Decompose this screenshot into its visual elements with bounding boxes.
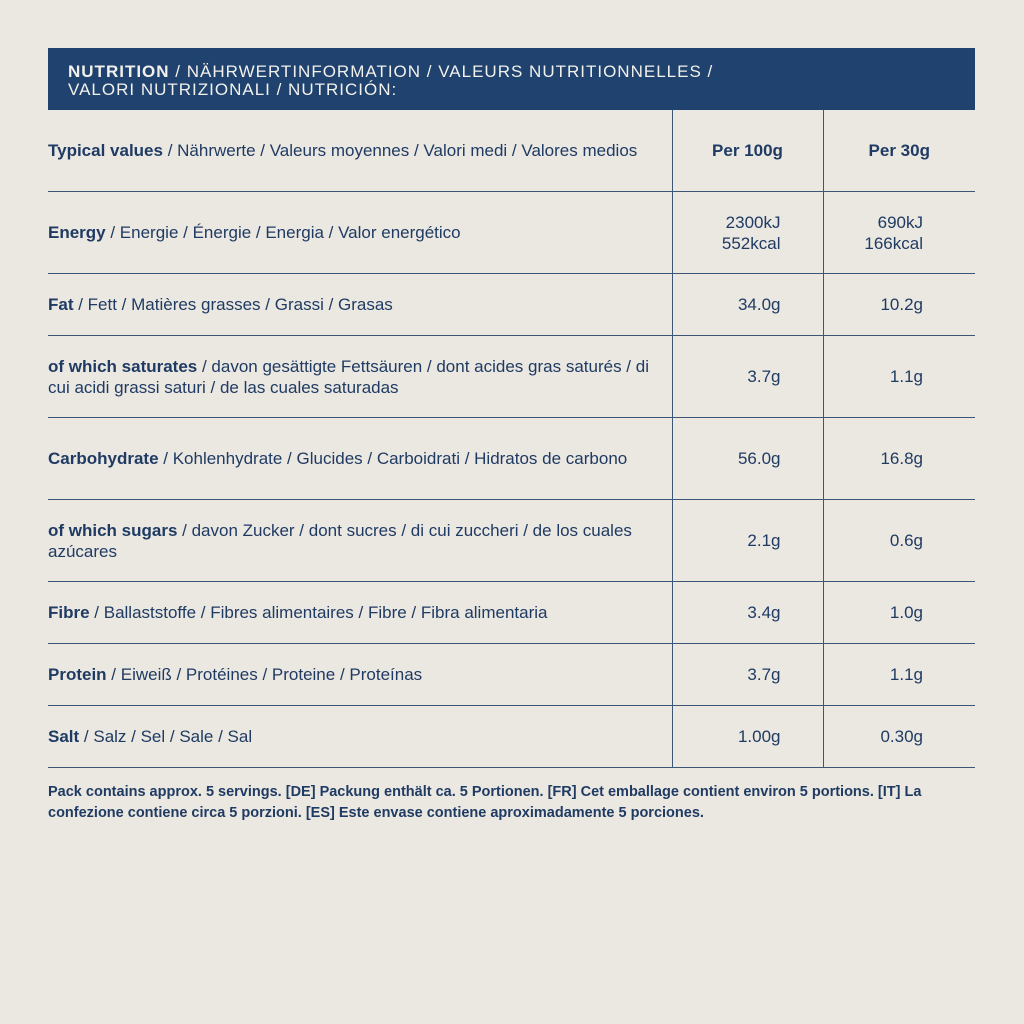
- table-row-fibre: [48, 582, 975, 644]
- row-label: Protein / Eiweiß / Protéines / Proteine / Proteínas: [48, 644, 672, 706]
- row-label: Salt / Salz / Sel / Sale / Sal: [48, 706, 672, 768]
- table-row-salt: [48, 706, 975, 768]
- value-per-30g: 0.30g: [823, 706, 975, 768]
- table-row-energy: [48, 192, 975, 274]
- row-label: of which saturates / davon gesättigte Fettsäuren / dont acides gras saturés / di cui acidi grassi saturi / de las cuales saturadas: [48, 336, 672, 418]
- value-per-100g: 2300kJ 552kcal: [672, 192, 823, 274]
- value-per-100g: 3.4g: [672, 582, 823, 644]
- nutrition-panel: [48, 48, 975, 768]
- column-header-per-30g: Per 30g: [823, 110, 975, 192]
- value-per-30g: 1.0g: [823, 582, 975, 644]
- header-label: Typical values / Nährwerte / Valeurs moyennes / Valori medi / Valores medios: [48, 110, 672, 192]
- column-header-per-100g: Per 100g: [672, 110, 823, 192]
- row-label: Energy / Energie / Énergie / Energia / Valor energético: [48, 192, 672, 274]
- header-title-bold: NUTRITION: [68, 62, 170, 81]
- value-per-30g: 10.2g: [823, 274, 975, 336]
- table-header-row: [48, 110, 975, 192]
- table-row-sugars: [48, 500, 975, 582]
- row-label: Carbohydrate / Kohlenhydrate / Glucides / Carboidrati / Hidratos de carbono: [48, 418, 672, 500]
- row-label: of which sugars / davon Zucker / dont sucres / di cui zuccheri / de los cuales azúcares: [48, 500, 672, 582]
- value-per-30g: 1.1g: [823, 336, 975, 418]
- header-line-2: VALORI NUTRIZIONALI / NUTRICIÓN:: [68, 80, 398, 99]
- table-row-saturates: [48, 336, 975, 418]
- table-row-carbohydrate: [48, 418, 975, 500]
- row-label: Fibre / Ballaststoffe / Fibres alimentaires / Fibre / Fibra alimentaria: [48, 582, 672, 644]
- value-per-30g: 16.8g: [823, 418, 975, 500]
- value-per-100g: 1.00g: [672, 706, 823, 768]
- nutrition-table: [48, 110, 975, 768]
- value-per-30g: 0.6g: [823, 500, 975, 582]
- value-per-30g: 1.1g: [823, 644, 975, 706]
- value-per-100g: 3.7g: [672, 644, 823, 706]
- value-per-30g: 690kJ 166kcal: [823, 192, 975, 274]
- header-line-1: [68, 63, 955, 81]
- table-row-fat: [48, 274, 975, 336]
- table-row-protein: [48, 644, 975, 706]
- row-label: Fat / Fett / Matières grasses / Grassi / Grasas: [48, 274, 672, 336]
- value-per-100g: 34.0g: [672, 274, 823, 336]
- servings-footnote: Pack contains approx. 5 servings. [DE] Packung enthält ca. 5 Portionen. [FR] Cet emballage contient environ 5 portions. [IT] La confezione contiene circa 5 porzioni. [ES] Este envase contiene aproximadamente 5 porciones.: [48, 784, 922, 821]
- value-per-100g: 3.7g: [672, 336, 823, 418]
- nutrition-header: [48, 48, 975, 110]
- header-title-rest: / NÄHRWERTINFORMATION / VALEURS NUTRITIONNELLES /: [169, 62, 714, 81]
- value-per-100g: 2.1g: [672, 500, 823, 582]
- value-per-100g: 56.0g: [672, 418, 823, 500]
